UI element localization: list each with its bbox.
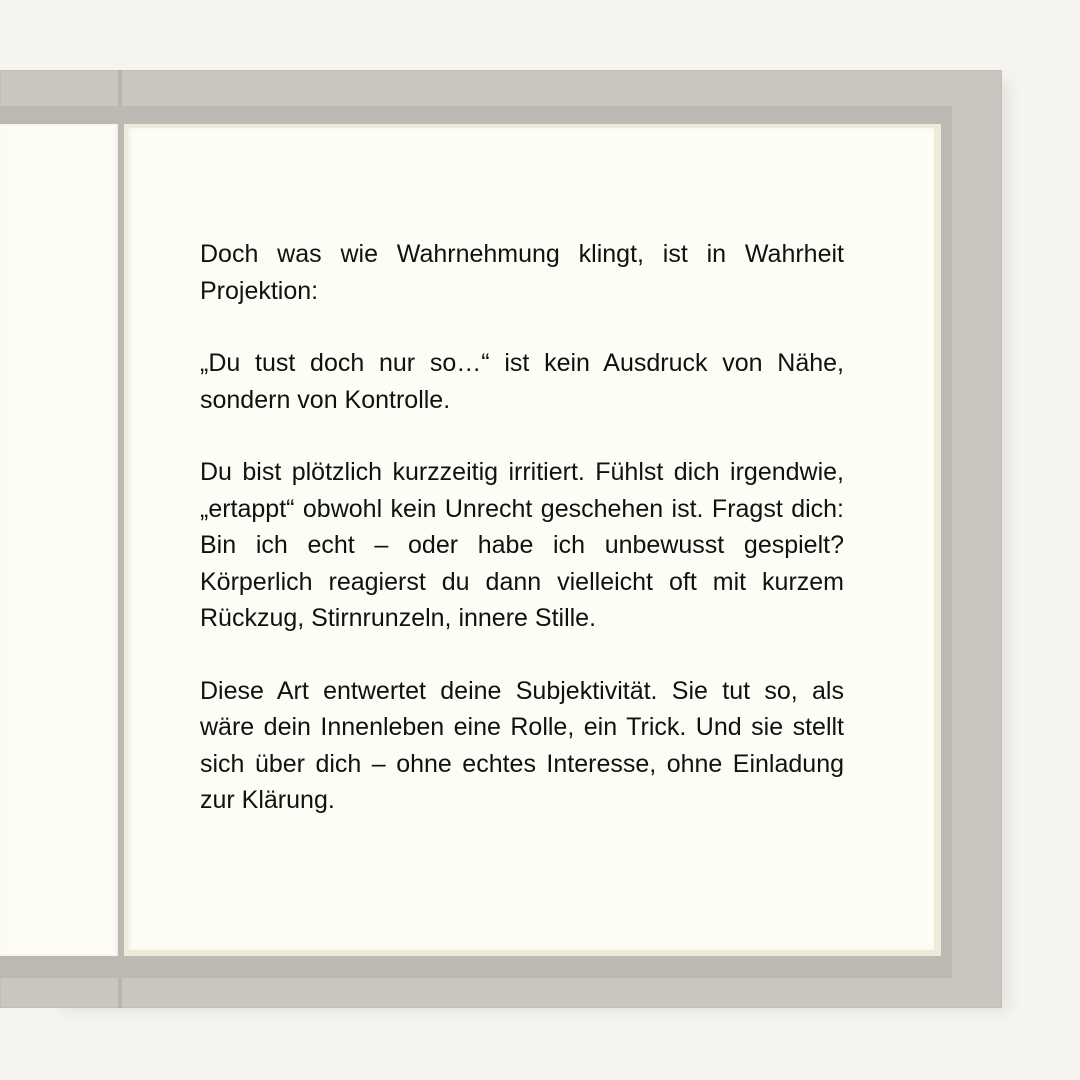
paragraph-3: Du bist plötzlich kurzzeitig irritiert. Fühlst dich irgendwie, „ertappt“ obwohl kein Unrecht geschehen ist. Fragst dich: Bin ich echt – oder habe ich unbewusst gespielt? Körperlich reagierst du dann vielleicht oft mit kurzem Rückzug, Stirnrunzeln, innere Stille. xyxy=(200,458,844,632)
paragraph-1: Doch was wie Wahrnehmung klingt, ist in Wahrheit Projektion: xyxy=(200,240,844,305)
page-text xyxy=(200,236,844,819)
paragraph-4: Diese Art entwertet deine Subjektivität. Sie tut so, als wäre dein Innenleben eine Rolle, ein Trick. Und sie stellt sich über dich – ohne echtes Interesse, ohne Einladung zur Klärung. xyxy=(200,676,844,814)
left-page xyxy=(0,124,118,956)
paragraph-2: „Du tust doch nur so…“ ist kein Ausdruck von Nähe, sondern von Kontrolle. xyxy=(200,349,844,414)
